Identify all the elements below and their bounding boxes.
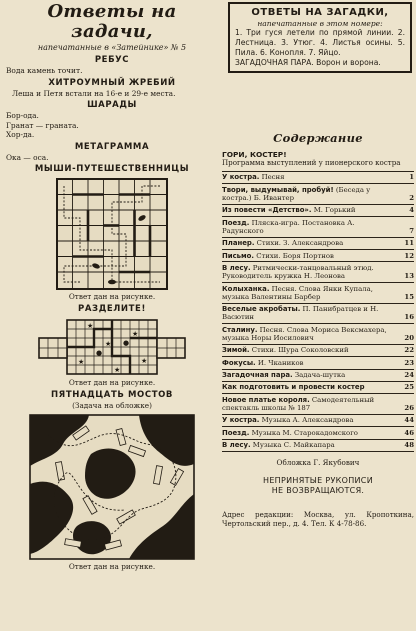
contents-item-text	[222, 416, 400, 424]
contents-item-author: Песня	[259, 173, 285, 182]
contents-item-title: Письмо.	[222, 251, 255, 260]
contents-item-text	[222, 252, 400, 260]
contents-item-page: 4	[409, 206, 414, 215]
contents-item-author: П. Панибратцев и Н. Васютин	[222, 305, 379, 322]
contents-item-author: Стихи. Боря Портнов	[254, 251, 334, 260]
contents-item	[222, 344, 414, 356]
contents-item-text	[222, 219, 400, 235]
contents-item	[222, 369, 414, 381]
contents-item-page: 15	[404, 292, 414, 301]
contents-item	[222, 249, 414, 261]
contents-item	[222, 303, 414, 324]
contents-item-page: 24	[404, 371, 414, 380]
contents-item	[222, 393, 414, 414]
contents-item-author: Задача-шутка	[292, 371, 346, 380]
contents-item-text	[222, 429, 400, 437]
contents-item-page: 1	[409, 173, 414, 182]
contents-item-author: Стихи. Шура Соколовский	[249, 346, 349, 355]
contents-item-title: В лесу.	[222, 441, 251, 450]
contents-item	[222, 381, 414, 393]
bridges-caption: Ответ дан на рисунке.	[68, 562, 156, 571]
page-title: Ответы на задачи,	[47, 1, 177, 42]
divide-grid-illustration	[37, 318, 187, 376]
page-subtitle: напечатанные в «Затейнике» № 5	[37, 43, 187, 52]
charade-answer: Гранат — граната.	[6, 120, 79, 130]
svg-text:●: ●	[123, 339, 130, 347]
contents-item-text	[222, 186, 400, 202]
lottery-answer: Леша и Петя встали на 16-е и 29-е места.	[12, 88, 176, 98]
editorial-address: Адрес редакции: Москва, ул. Кропоткина, Чертольский пер., д. 4. Тел. К 4-78-86.	[222, 510, 414, 529]
cover-credit: Обложка Г. Якубович	[276, 458, 360, 468]
contents-item-author: Песня. Слова Янки Купала, музыка Валентины Барбер	[222, 284, 373, 301]
contents-item-text	[222, 239, 400, 247]
contents-item-author: Ритмически-танцовальный этюд. Руководитель кружка Н. Леонова	[222, 263, 374, 281]
contents-item-title: Планер.	[222, 239, 255, 248]
contents-item-title: У костра.	[222, 416, 260, 425]
svg-text:★: ★	[78, 358, 85, 366]
riddle-bonus-answer: ЗАГАДОЧНАЯ ПАРА. Ворон и ворона.	[235, 58, 381, 67]
divide-caption: Ответ дан на рисунке.	[68, 378, 156, 387]
contents-item-page: 16	[404, 313, 414, 322]
svg-text:★: ★	[141, 357, 148, 365]
contents-item-author: Песня. Слова Мориса Вексмахера, музыка Норы Иосилович	[222, 325, 387, 342]
contents-item-author: Пляска-игра. Постановка А. Радунского	[222, 218, 355, 235]
contents-item-text	[222, 206, 400, 214]
answers-column	[6, 2, 218, 572]
contents-item-title: Новое платье короля.	[222, 395, 310, 404]
contents-item-page: 26	[404, 404, 414, 413]
contents-item-text	[222, 326, 400, 342]
contents-item-page: 13	[404, 272, 414, 281]
contents-item-title: Веселые акробаты.	[222, 305, 301, 314]
contents-item	[222, 183, 414, 204]
contents-item	[222, 323, 414, 344]
contents-item	[222, 237, 414, 249]
contents-item-title: У костра.	[222, 173, 260, 182]
contents-item-title: Поезд.	[222, 218, 250, 227]
contents-item-page: 48	[404, 441, 414, 450]
manuscripts-notice-line-1: НЕПРИНЯТЫЕ РУКОПИСИ	[263, 476, 373, 486]
contents-item-page: 7	[409, 226, 414, 235]
contents-item-text	[222, 383, 400, 391]
contents-item-title: В лесу.	[222, 263, 251, 272]
contents-item-author: Музыка М. Старокадомского	[249, 428, 358, 437]
manuscripts-notice-line-2: НЕ ВОЗВРАЩАЮТСЯ.	[271, 486, 365, 496]
contents-section-heading: ГОРИ, КОСТЕР!	[222, 150, 287, 159]
contents-column	[222, 2, 414, 528]
charade-answer: Бор-ода.	[6, 111, 39, 120]
mice-heading: МЫШИ-ПУТЕШЕСТВЕННИЦЫ	[34, 164, 190, 174]
svg-text:★: ★	[132, 330, 139, 338]
contents-item-page: 44	[404, 416, 414, 425]
bridges-subheading: (Задача на обложке)	[72, 401, 152, 410]
contents-item-title: Зимой.	[222, 346, 250, 355]
contents-title: Содержание	[273, 131, 363, 145]
contents-item-text	[222, 441, 400, 449]
contents-item-text	[222, 173, 400, 181]
contents-item	[222, 216, 414, 237]
bridges-heading: ПЯТНАДЦАТЬ МОСТОВ	[50, 390, 174, 400]
svg-text:●: ●	[96, 349, 103, 357]
contents-item-text	[222, 371, 400, 379]
maze-grid-illustration	[56, 178, 168, 290]
divide-figure	[37, 318, 187, 376]
contents-item-title: Фокусы.	[222, 358, 256, 367]
contents-item	[222, 414, 414, 426]
contents-item-title: Колыханка.	[222, 284, 270, 293]
metagram-heading: МЕТАГРАММА	[74, 141, 150, 152]
divide-heading: РАЗДЕЛИТЕ!	[78, 304, 146, 314]
bridges-figure	[29, 414, 195, 560]
contents-list	[222, 171, 414, 452]
contents-item	[222, 426, 414, 438]
contents-item	[222, 282, 414, 303]
contents-item-page: 46	[404, 428, 414, 437]
contents-item-text	[222, 264, 400, 280]
rebus-answer: Вода камень точит.	[6, 66, 83, 75]
contents-item-page: 25	[404, 383, 414, 392]
contents-item-author: Музыка С. Майкапара	[250, 441, 335, 450]
contents-item-text	[222, 359, 400, 367]
contents-item-text	[222, 305, 400, 321]
contents-item	[222, 171, 414, 183]
riddle-answers-title: ОТВЕТЫ НА ЗАГАДКИ,	[251, 7, 389, 18]
svg-text:★: ★	[105, 340, 112, 348]
contents-item-title: Сталину.	[222, 325, 258, 334]
contents-item-title: Из повести «Детство».	[222, 206, 312, 215]
contents-item-text	[222, 285, 400, 301]
contents-item-page: 2	[409, 193, 414, 202]
riddle-answers-subtitle: напечатанные в этом номере:	[257, 19, 383, 28]
contents-item-title: Твори, выдумывай, пробуй!	[222, 185, 334, 194]
contents-item-title: Загадочная пара.	[222, 371, 293, 380]
svg-text:★: ★	[114, 366, 121, 374]
contents-item	[222, 204, 414, 216]
contents-item-page: 12	[404, 251, 414, 260]
contents-item-author: М. Горький	[311, 206, 356, 215]
contents-item-author: И. Чкаников	[255, 358, 304, 367]
contents-item-author: Самодеятельный спектакль школы № 187	[222, 395, 375, 413]
contents-item-text	[222, 396, 400, 412]
svg-text:★: ★	[87, 322, 94, 330]
contents-item-page: 22	[404, 346, 414, 355]
contents-intro: Программа выступлений у пионерского костра	[222, 158, 401, 167]
mice-maze-figure	[56, 178, 168, 290]
contents-item-author: Музыка А. Александрова	[259, 416, 354, 425]
contents-item-page: 23	[404, 358, 414, 367]
charade-answer: Хор-да.	[6, 130, 35, 139]
contents-item-page: 11	[404, 239, 414, 248]
contents-item-author: Стихи. З. Александрова	[254, 239, 344, 248]
riddle-answers-box	[228, 2, 412, 73]
metagram-answer: Ока — оса.	[6, 152, 49, 162]
bridges-illustration	[29, 414, 195, 560]
contents-item-text	[222, 346, 400, 354]
rebus-heading: РЕБУС	[94, 55, 130, 65]
mice-caption: Ответ дан на рисунке.	[68, 292, 156, 301]
charades-heading: ШАРАДЫ	[87, 100, 137, 110]
contents-item-title: Как подготовить и провести костер	[222, 383, 365, 392]
contents-item-page: 20	[404, 333, 414, 342]
contents-item	[222, 356, 414, 368]
lottery-heading: ХИТРОУМНЫЙ ЖРЕБИЙ	[48, 77, 176, 88]
contents-item-author: (Беседа у костра.) Б. Ивантер	[222, 185, 371, 202]
contents-item-title: Поезд.	[222, 428, 250, 437]
contents-item	[222, 261, 414, 282]
contents-item	[222, 439, 414, 452]
riddle-answers-text: 1. Три гуся летели по прямой линии. 2. Лестница. 3. Утюг. 4. Листья осины. 5. Пила. 6. Конопля. 7. Яйцо.	[235, 28, 405, 57]
